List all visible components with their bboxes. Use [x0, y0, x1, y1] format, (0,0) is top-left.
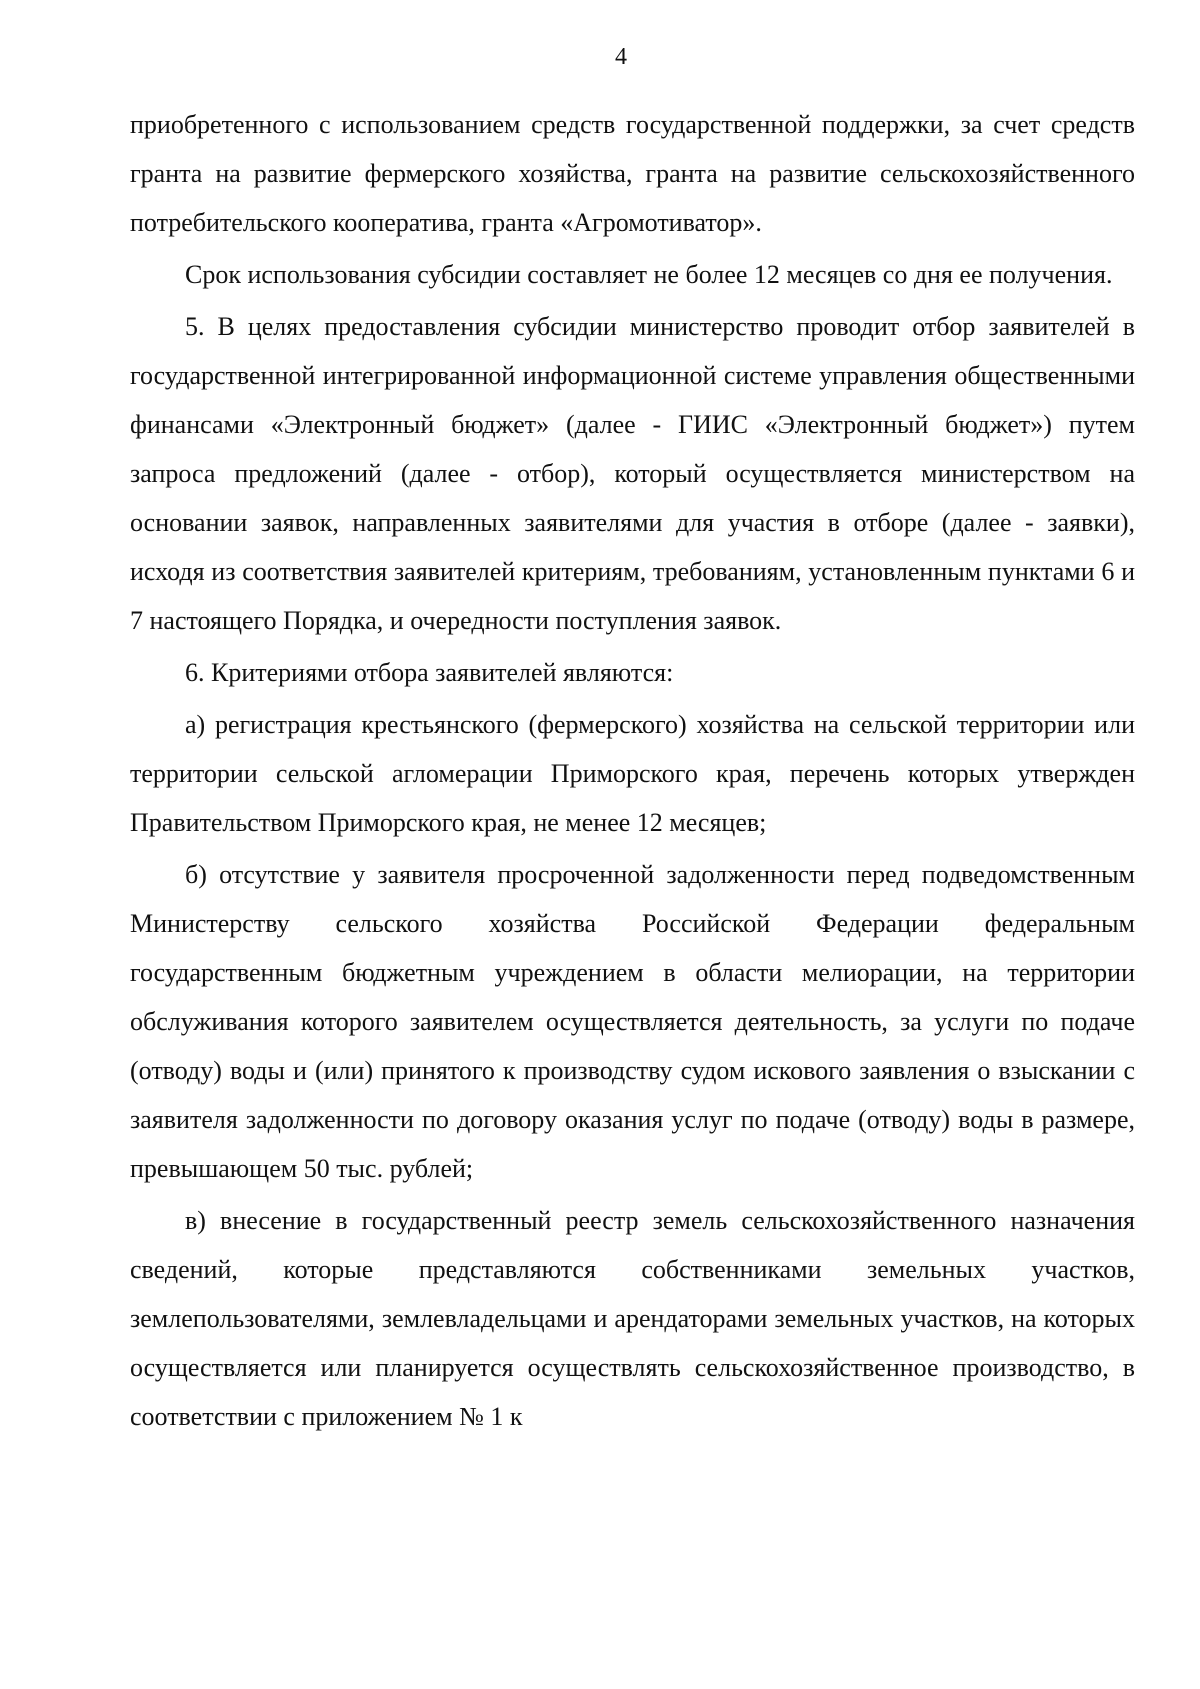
- paragraph-subsidy-term: Срок использования субсидии составляет не более 12 месяцев со дня ее получения.: [185, 260, 1113, 289]
- paragraph-criterion-b: б) отсутствие у заявителя просроченной задолженности перед подведомственным Министерству сельского хозяйства Российской Федерации федеральным государственным бюджетным учреждением в области мелиорации, на территории обслуживания которого заявителем осуществляется деятельность, за услуги по подаче (отводу) воды и (или) принятого к производству судом искового заявления о взыскании с заявителя задолженности по договору оказания услуг по подаче (отводу) воды в размере, превышающем 50 тыс. рублей;: [130, 860, 1135, 1183]
- paragraph-section-5: 5. В целях предоставления субсидии министерство проводит отбор заявителей в государственной интегрированной информационной системе управления общественными финансами «Электронный бюджет» (далее - ГИИС «Электронный бюджет») путем запроса предложений (далее - отбор), который осуществляется министерством на основании заявок, направленных заявителями для участия в отборе (далее - заявки), исходя из соответствия заявителей критериям, требованиям, установленным пунктами 6 и 7 настоящего Порядка, и очередности поступления заявок.: [130, 312, 1135, 635]
- paragraph-section-6: 6. Критериями отбора заявителей являются:: [185, 658, 674, 687]
- paragraph-criterion-v: в) внесение в государственный реестр земель сельскохозяйственного назначения сведений, которые представляются собственниками земельных участков, землепользователями, землевладельцами и арендаторами земельных участков, на которых осуществляется или планируется осуществлять сельскохозяйственное производство, в соответствии с приложением № 1 к: [130, 1206, 1135, 1431]
- page-number: 4: [615, 44, 627, 70]
- paragraph-grant-continuation: приобретенного с использованием средств государственной поддержки, за счет средств гранта на развитие фермерского хозяйства, гранта на развитие сельскохозяйственного потребительского кооператива, гранта «Агромотиватор».: [130, 110, 1135, 237]
- paragraph-criterion-a: а) регистрация крестьянского (фермерского) хозяйства на сельской территории или территории сельской агломерации Приморского края, перечень которых утвержден Правительством Приморского края, не менее 12 месяцев;: [130, 710, 1135, 837]
- document-body: [130, 100, 1135, 1441]
